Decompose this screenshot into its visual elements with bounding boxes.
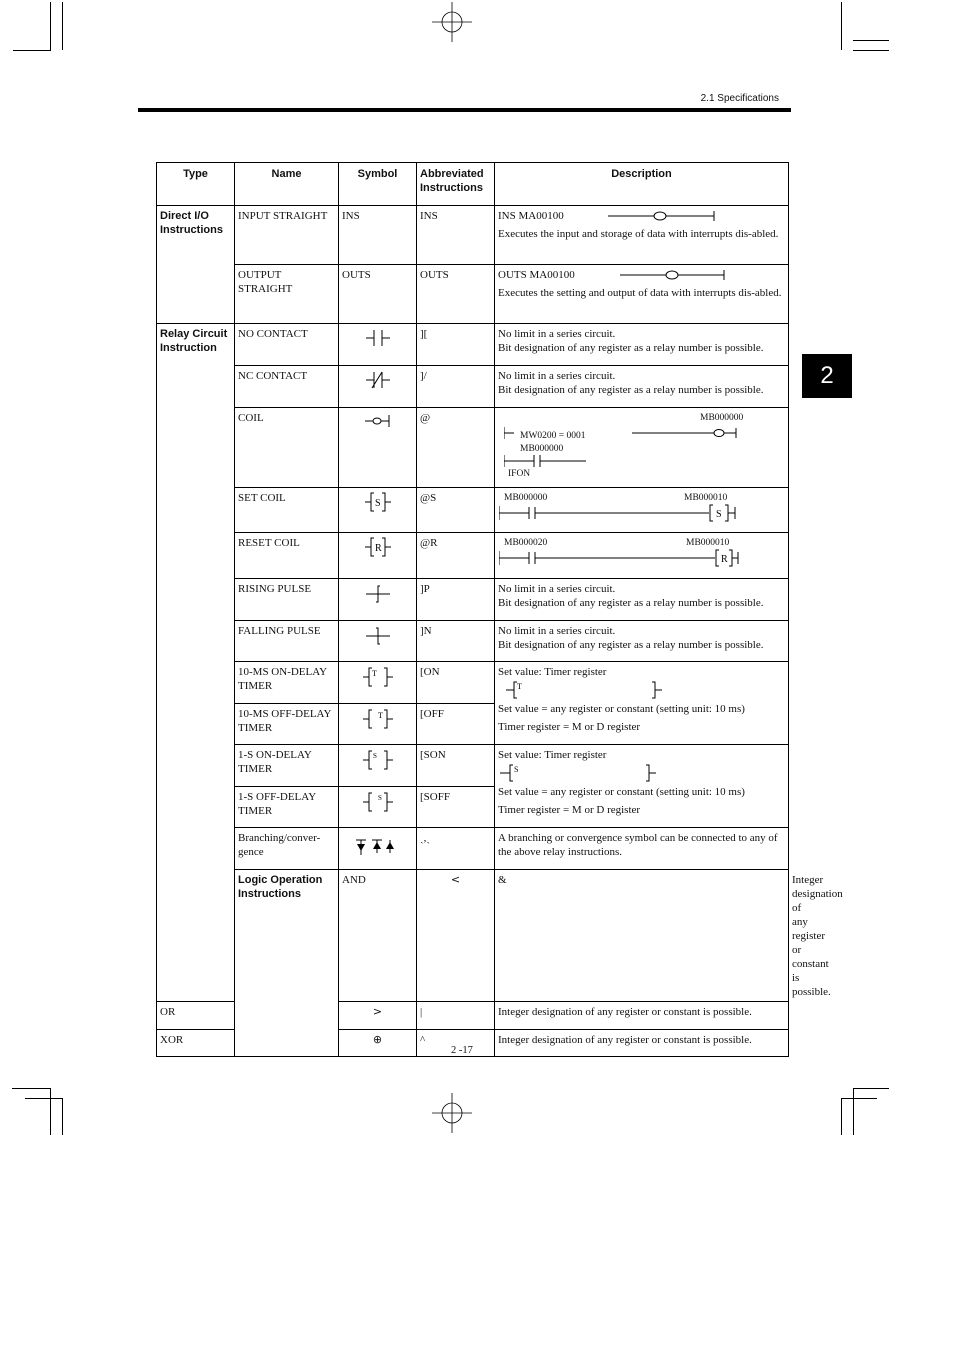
branching-icon <box>356 837 400 857</box>
timer-diagram <box>506 680 676 700</box>
coil-icon <box>620 269 730 281</box>
diagram-letter: R <box>721 554 728 565</box>
svg-text:R: R <box>374 543 382 554</box>
coil-icon <box>608 210 718 222</box>
timer-letter: T <box>377 711 383 720</box>
timer-icon <box>363 791 393 813</box>
instruction-table <box>156 162 843 1057</box>
header-symbol: Symbol <box>339 163 417 206</box>
header-description: Description <box>495 163 789 206</box>
page-number: 2 -17 <box>451 1045 473 1056</box>
row-name: FALLING PULSE <box>235 621 339 662</box>
header-rule <box>138 108 791 112</box>
table-header-row <box>157 163 789 206</box>
row-abbr: ]N <box>417 621 495 662</box>
table-row <box>157 265 789 324</box>
desc-line: Bit designation of any register as a relay number is possible. <box>498 639 764 651</box>
row-description <box>495 579 789 621</box>
group-direct-io: Direct I/O Instructions <box>157 206 235 324</box>
coil-label: MW0200 = 0001 <box>520 431 586 441</box>
header-name: Name <box>235 163 339 206</box>
table-row <box>157 488 789 533</box>
row-symbol <box>339 366 417 408</box>
diagram-letter: S <box>514 765 519 774</box>
row-name: 1-S OFF-DELAY TIMER <box>235 787 339 828</box>
coil-label: MB000000 <box>520 444 564 454</box>
row-description <box>495 324 789 366</box>
row-symbol <box>339 488 417 533</box>
svg-text:S: S <box>374 498 381 509</box>
desc-line: Set value: Timer register <box>498 666 607 678</box>
desc-line: No limit in a series circuit. <box>498 370 616 382</box>
desc-line: Bit designation of any register as a relay number is possible. <box>498 384 764 396</box>
rising-pulse-icon <box>366 584 390 604</box>
coil-icon <box>365 414 391 428</box>
diagram-label: MB000000 <box>504 493 548 503</box>
row-abbr: [OFF <box>417 704 495 745</box>
timer-icon <box>363 708 393 730</box>
desc-line: Set value = any register or constant (setting unit: 10 ms) <box>498 703 745 715</box>
table-row <box>157 366 789 408</box>
desc-line: Set value = any register or constant (setting unit: 10 ms) <box>498 786 745 798</box>
table-row <box>157 662 789 704</box>
table-row <box>157 579 789 621</box>
row-description <box>495 745 789 828</box>
nc-contact-icon <box>366 371 390 389</box>
row-name: NC CONTACT <box>235 366 339 408</box>
header-abbr: Abbreviated Instructions <box>417 163 495 206</box>
row-abbr: ]P <box>417 579 495 621</box>
table-row <box>157 324 789 366</box>
desc-line: Timer register = M or D register <box>498 804 641 816</box>
diagram-letter: T <box>517 682 522 691</box>
registration-mark-bottom <box>432 1093 472 1133</box>
timer-letter: S <box>372 752 377 760</box>
row-symbol <box>339 704 417 745</box>
reset-coil-icon <box>365 537 391 557</box>
row-description <box>495 265 789 324</box>
row-abbr: & <box>495 870 789 1002</box>
reset-coil-ladder-diagram <box>499 548 741 568</box>
table-row <box>157 206 789 265</box>
row-abbr: | <box>417 1002 495 1030</box>
row-name: SET COIL <box>235 488 339 533</box>
table-row <box>157 828 789 870</box>
row-description <box>495 366 789 408</box>
row-abbr: ^ <box>417 1030 495 1057</box>
ins-desc: Executes the input and storage of data with interrupts dis-abled. <box>498 228 779 240</box>
row-symbol <box>339 621 417 662</box>
row-name: 10-MS ON-DELAY TIMER <box>235 662 339 704</box>
diagram-letter: S <box>716 509 722 520</box>
table-row <box>157 745 789 787</box>
row-symbol <box>339 408 417 488</box>
row-abbr: [ON <box>417 662 495 704</box>
row-abbr: @R <box>417 533 495 579</box>
row-name: OUTPUT STRAIGHT <box>235 265 339 324</box>
desc-line: No limit in a series circuit. <box>498 625 616 637</box>
row-description <box>495 662 789 745</box>
row-name: 1-S ON-DELAY TIMER <box>235 745 339 787</box>
row-symbol <box>339 787 417 828</box>
set-coil-ladder-diagram <box>499 503 741 523</box>
row-symbol: < <box>417 870 495 1002</box>
timer-icon <box>363 749 393 771</box>
row-name: AND <box>339 870 417 1002</box>
row-name: NO CONTACT <box>235 324 339 366</box>
row-abbr: OUTS <box>417 265 495 324</box>
row-abbr: ˏ,ˎ <box>417 828 495 870</box>
row-symbol: OUTS <box>339 265 417 324</box>
desc-line: Set value: Timer register <box>498 749 607 761</box>
section-header: 2.1 Specifications <box>700 93 779 104</box>
row-name: RESET COIL <box>235 533 339 579</box>
outs-head: OUTS MA00100 <box>498 269 575 281</box>
ins-head: INS MA00100 <box>498 210 564 222</box>
row-name: COIL <box>235 408 339 488</box>
row-name: RISING PULSE <box>235 579 339 621</box>
coil-label: IFON <box>508 469 531 479</box>
timer-icon <box>363 666 393 688</box>
table-row <box>157 621 789 662</box>
group-logic: Logic Operation Instructions <box>235 870 339 1057</box>
set-coil-icon <box>365 492 391 512</box>
diagram-label: MB000010 <box>686 538 730 548</box>
chapter-tab: 2 <box>802 354 852 398</box>
table-row <box>157 408 789 488</box>
row-symbol: INS <box>339 206 417 265</box>
row-description <box>495 621 789 662</box>
row-name: OR <box>157 1002 235 1030</box>
registration-mark-top <box>432 2 472 42</box>
desc-line: No limit in a series circuit. <box>498 328 616 340</box>
row-description: A branching or convergence symbol can be connected to any of the above relay instructions. <box>495 828 789 870</box>
row-symbol <box>339 533 417 579</box>
desc-line: Bit designation of any register as a relay number is possible. <box>498 597 764 609</box>
row-abbr: [SOFF <box>417 787 495 828</box>
row-abbr: ][ <box>417 324 495 366</box>
no-contact-icon <box>366 329 390 347</box>
row-abbr: [SON <box>417 745 495 787</box>
row-symbol <box>339 828 417 870</box>
table-row: Logic Operation Instructions AND < & Integer designation of any register or constant is possible. <box>157 870 789 1002</box>
row-description <box>495 408 789 488</box>
row-symbol <box>339 324 417 366</box>
row-symbol <box>339 662 417 704</box>
row-description <box>495 488 789 533</box>
row-symbol: > <box>339 1002 417 1030</box>
row-name: Branching/conver-gence <box>235 828 339 870</box>
timer-diagram <box>500 763 670 783</box>
diagram-label: MB000010 <box>684 493 728 503</box>
desc-line: No limit in a series circuit. <box>498 583 616 595</box>
group-relay: Relay Circuit Instruction <box>157 324 235 1002</box>
row-name: XOR <box>157 1030 235 1057</box>
row-abbr: @ <box>417 408 495 488</box>
row-abbr: INS <box>417 206 495 265</box>
row-abbr: ]/ <box>417 366 495 408</box>
desc-line: Timer register = M or D register <box>498 721 641 733</box>
row-name: 10-MS OFF-DELAY TIMER <box>235 704 339 745</box>
row-description <box>495 206 789 265</box>
diagram-label: MB000020 <box>504 538 548 548</box>
timer-letter: T <box>371 669 377 678</box>
row-description: Integer designation of any register or constant is possible. <box>495 1030 789 1057</box>
timer-letter: S <box>377 794 382 802</box>
coil-label: MB000000 <box>700 413 744 423</box>
desc-line: Bit designation of any register as a relay number is possible. <box>498 342 764 354</box>
row-symbol <box>339 579 417 621</box>
row-symbol: ⊕ <box>339 1030 417 1057</box>
row-symbol <box>339 745 417 787</box>
row-name: INPUT STRAIGHT <box>235 206 339 265</box>
row-description: Integer designation of any register or constant is possible. <box>495 1002 789 1030</box>
outs-desc: Executes the setting and output of data with interrupts dis-abled. <box>498 287 782 299</box>
falling-pulse-icon <box>366 626 390 646</box>
header-type: Type <box>157 163 235 206</box>
row-abbr: @S <box>417 488 495 533</box>
row-description <box>495 533 789 579</box>
table-row <box>157 533 789 579</box>
